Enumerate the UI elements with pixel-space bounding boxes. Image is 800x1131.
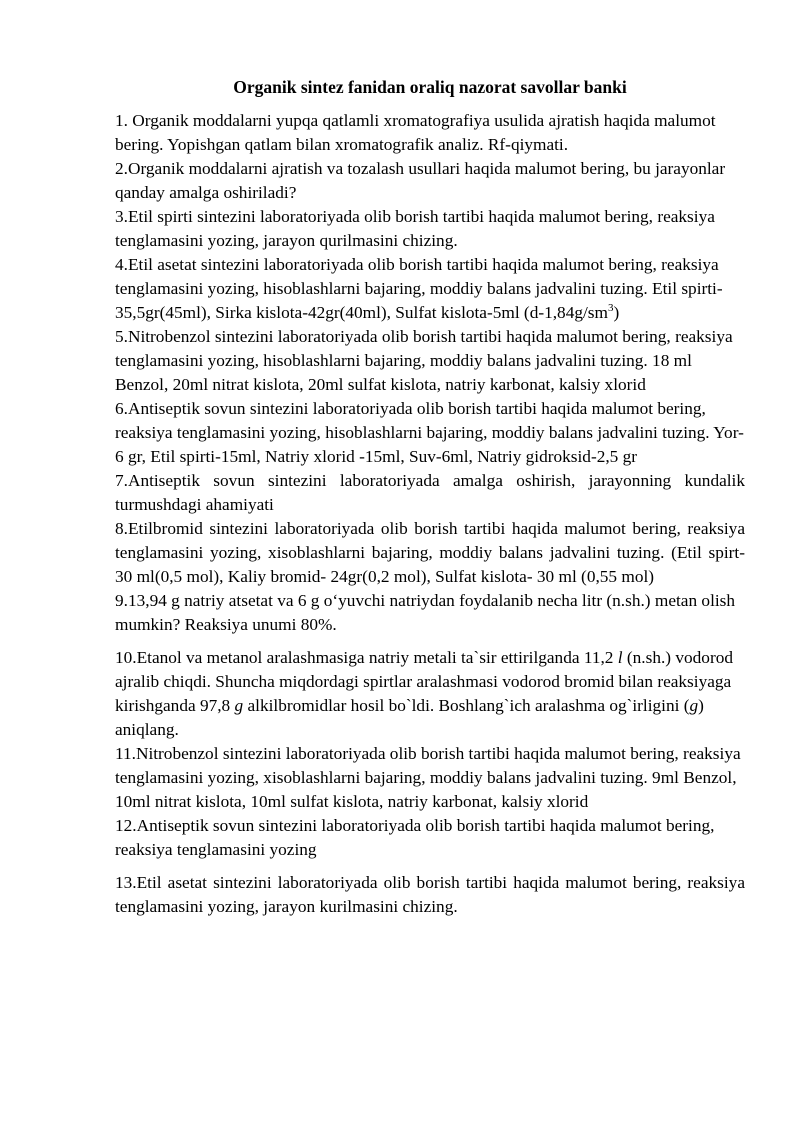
question-1: 1. Organik moddalarni yupqa qatlamli xromatografiya usulida ajratish haqida malumot bering. Yopishgan qatlam bilan xromatografik analiz. Rf-qiymati. — [115, 111, 716, 154]
superscript-3: 3 — [607, 302, 614, 315]
question-2: 2.Organik moddalarni ajratish va tozalash usullari haqida malumot bering, bu jarayonlar qanday amalga oshiriladi? — [115, 159, 726, 202]
unit-gram: g — [234, 696, 244, 715]
unit-litre: l — [617, 648, 623, 667]
document-page — [115, 74, 745, 919]
document-title: Organik sintez fanidan oraliq nazorat savollar banki — [233, 77, 627, 97]
question-3: 3.Etil spirti sintezini laboratoriyada olib borish tartibi haqida malumot bering, reaksiya tenglamasini yozing, jarayon qurilmasini chizing. — [115, 207, 715, 250]
question-10-part-2: (n.sh.) vodorod ajralib chiqdi. Shuncha miqdordagi spirtlar aralashmasi vodorod bromid bilan reaksiyaga kirishganda 97,8 — [115, 648, 733, 715]
question-4 — [115, 253, 745, 325]
question-4-tail: ) — [613, 303, 620, 322]
question-10 — [115, 646, 745, 742]
question-12: 12.Antiseptik sovun sintezini laboratoriyada olib borish tartibi haqida malumot bering, reaksiya tenglamasini yozing — [115, 816, 715, 859]
question-6: 6.Antiseptik sovun sintezini laboratoriyada olib borish tartibi haqida malumot bering, reaksiya tenglamasini yozing, hisoblashlarni bajaring, moddiy balans jadvalini tuzing. Yor-6 gr, Etil spirti-15ml, Natriy xlorid -15ml, Suv-6ml, Natriy gidroksid-2,5 gr — [115, 399, 744, 466]
question-4-text: 4.Etil asetat sintezini laboratoriyada olib borish tartibi haqida malumot bering, reaksiya tenglamasini yozing, hisoblashlarni bajaring, moddiy balans jadvalini tuzing. Etil spirti-35,5gr(45ml), Sirka kislota-42gr(40ml), Sulfat kislota-5ml (d-1,84g/sm — [115, 255, 723, 322]
question-9: 9.13,94 g natriy atsetat va 6 g o‘yuvchi natriydan foydalanib necha litr (n.sh.) metan olish mumkin? Reaksiya unumi 80%. — [115, 591, 736, 634]
question-7: 7.Antiseptik sovun sintezini laboratoriyada amalga oshirish, jarayonning kundalik turmushdagi ahamiyati — [115, 471, 745, 514]
question-10-part-3: alkilbromidlar hosil bo`ldi. Boshlang`ich aralashma og`irligini ( — [243, 696, 690, 715]
unit-gram-2: g — [689, 696, 699, 715]
question-5: 5.Nitrobenzol sintezini laboratoriyada olib borish tartibi haqida malumot bering, reaksiya tenglamasini yozing, hisoblashlarni bajaring, moddiy balans jadvalini tuzing. 18 ml Benzol, 20ml nitrat kislota, 20ml sulfat kislota, natriy karbonat, kalsiy xlorid — [115, 327, 733, 394]
question-10-part-1: 10.Etanol va metanol aralashmasiga natriy metali ta`sir ettirilganda 11,2 — [115, 648, 618, 667]
question-11: 11.Nitrobenzol sintezini laboratoriyada olib borish tartibi haqida malumot bering, reaksiya tenglamasini yozing, xisoblashlarni bajaring, moddiy balans jadvalini tuzing. 9ml Benzol, 10ml nitrat kislota, 10ml sulfat kislota, natriy karbonat, kalsiy xlorid — [115, 744, 741, 811]
question-13: 13.Etil asetat sintezini laboratoriyada olib borish tartibi haqida malumot bering, reaksiya tenglamasini yozing, jarayon kurilmasini chizing. — [115, 873, 745, 916]
question-10-part-4: ) aniqlang. — [115, 696, 704, 739]
question-8: 8.Etilbromid sintezini laboratoriyada olib borish tartibi haqida malumot bering, reaksiya tenglamasini yozing, xisoblashlarni bajaring, moddiy balans jadvalini tuzing. (Etil spirt- 30 ml(0,5 mol), Kaliy bromid- 24gr(0,2 mol), Sulfat kislota- 30 ml (0,55 mol) — [115, 519, 745, 586]
